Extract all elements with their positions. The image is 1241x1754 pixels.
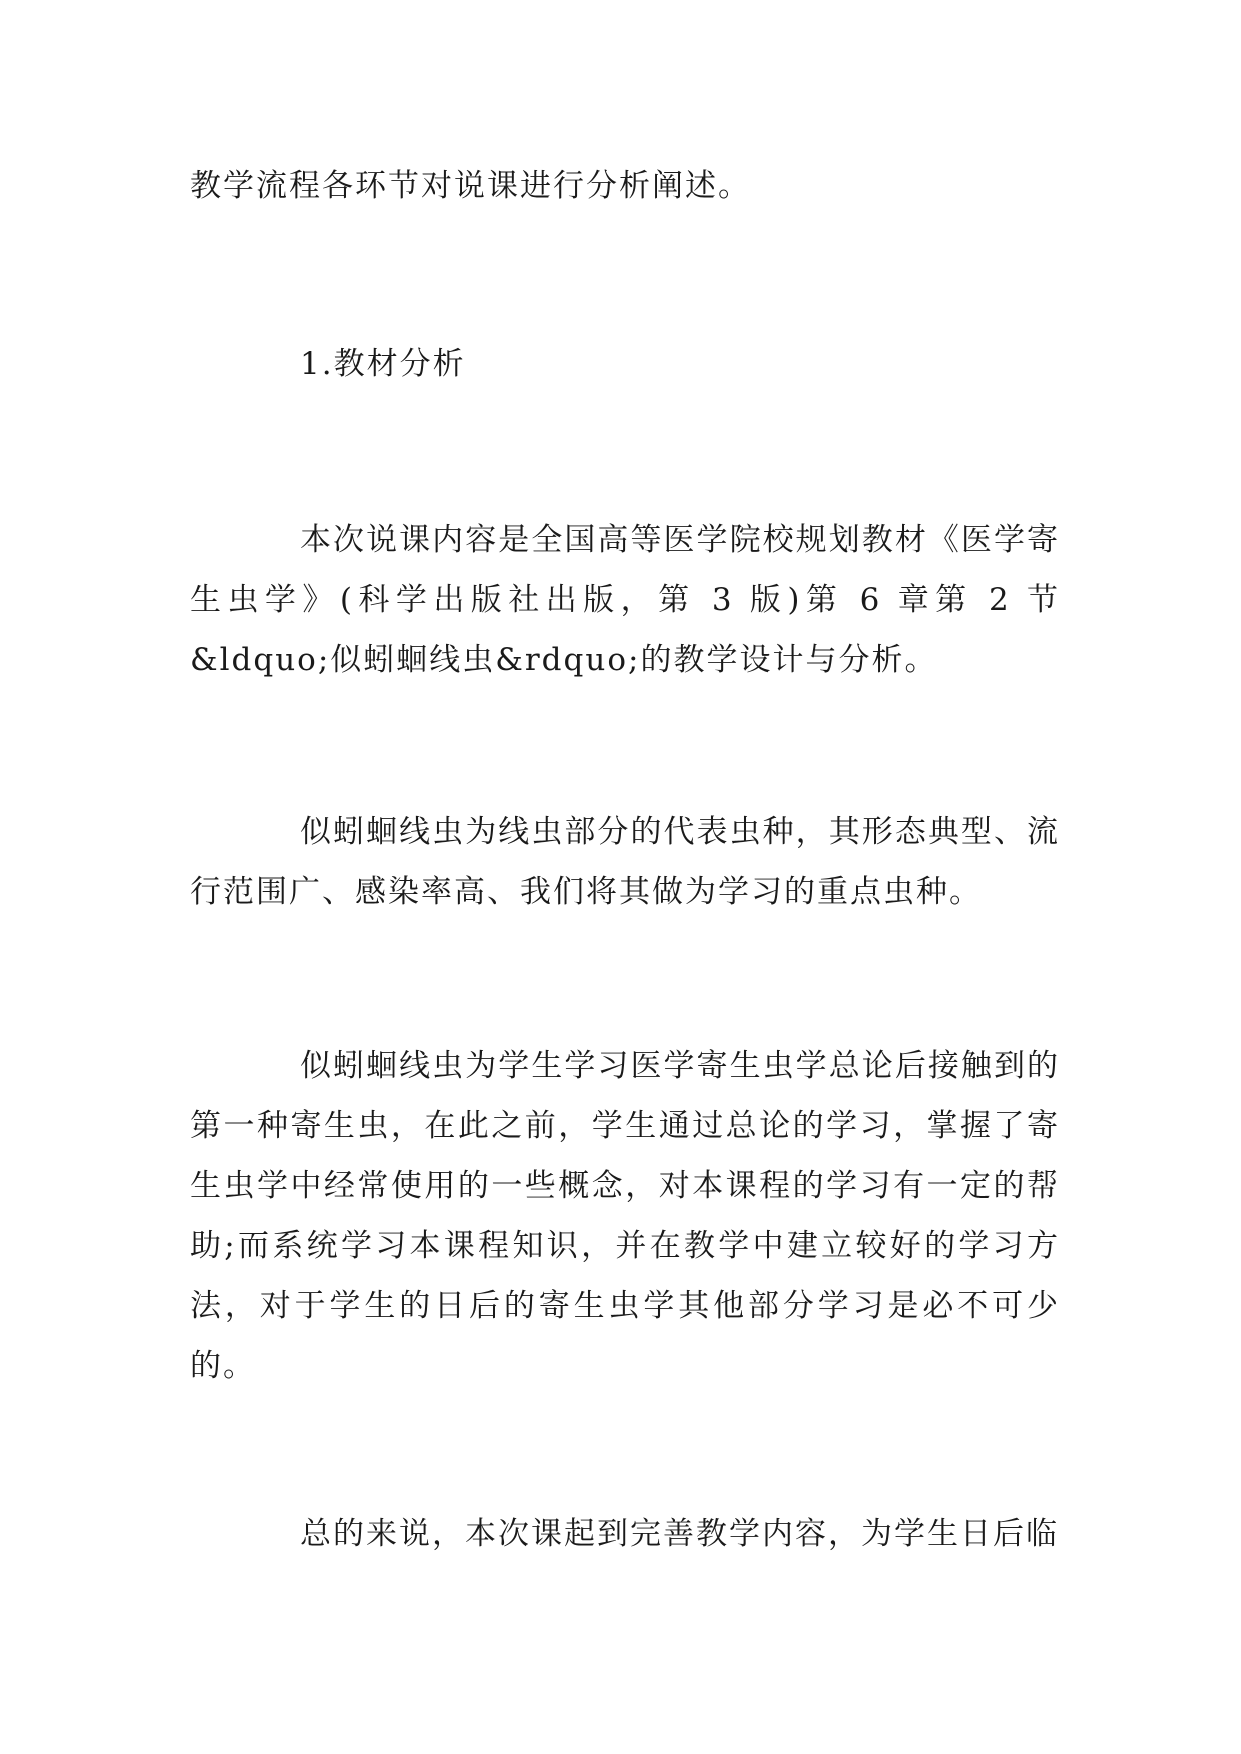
section-heading-textbook-analysis: 1.教材分析 [300,346,466,382]
paragraph-representative-species: 似蚓蛔线虫为线虫部分的代表虫种，其形态典型、流行范围广、感染率高、我们将其做为学习的重点虫种。 [190,814,1060,910]
paragraph-continuation: 教学流程各环节对说课进行分析阐述。 [190,168,751,204]
paragraph-first-parasite: 似蚓蛔线虫为学生学习医学寄生虫学总论后接触到的第一种寄生虫，在此之前，学生通过总论的学习，掌握了寄生虫学中经常使用的一些概念，对本课程的学习有一定的帮助;而系统学习本课程知识，并在教学中建立较好的学习方法，对于学生的日后的寄生虫学其他部分学习是必不可少的。 [190,1048,1060,1384]
paragraph-summary: 总的来说，本次课起到完善教学内容，为学生日后临 [300,1516,1059,1552]
paragraph-course-content: 本次说课内容是全国高等医学院校规划教材《医学寄生虫学》(科学出版社出版，第 3 版)第 6 章第 2 节&ldquo;似蚓蛔线虫&rdquo;的教学设计与分析。 [190,522,1060,678]
